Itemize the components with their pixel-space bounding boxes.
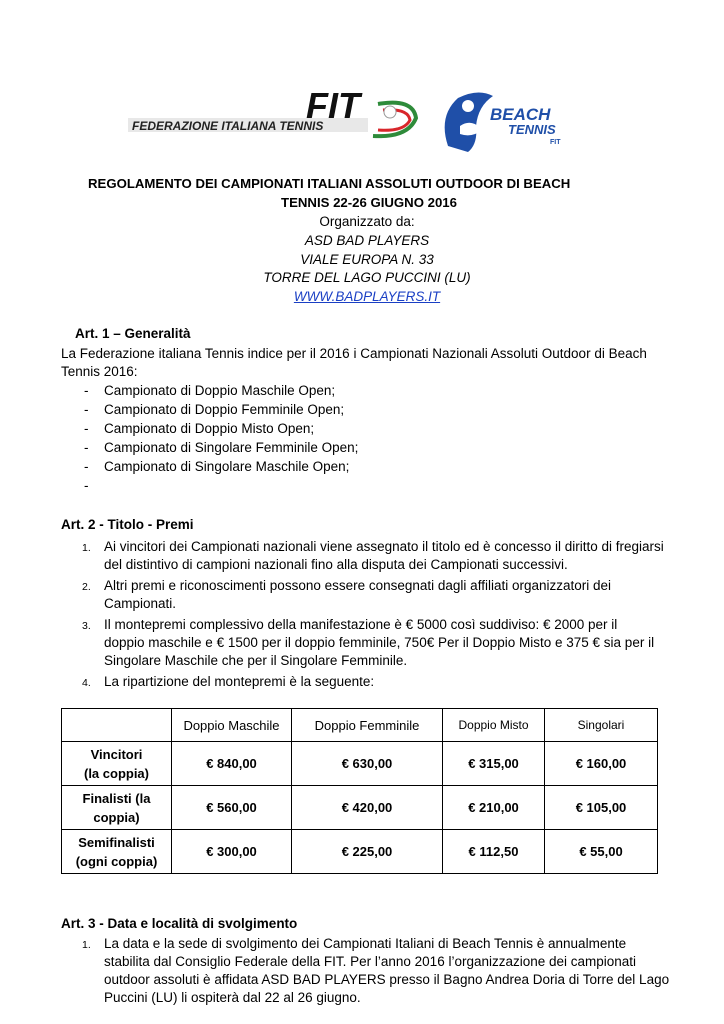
table-cell: € 560,00 (172, 786, 292, 830)
table-cell: € 630,00 (292, 742, 443, 786)
art2-numbered-list (82, 538, 682, 691)
document-title-line2: TENNIS 22-26 GIUGNO 2016 (281, 195, 457, 210)
list-item: 1. La data e la sede di svolgimento dei Campionati Italiani di Beach Tennis è annualmente stabilita dal Consiglio Federale della FIT. Per l’anno 2016 l’organizzazione dei campionati outdoor assoluti è affidata ASD BAD PLAYERS presso il Bagno Andrea Doria di Torre del Lago Puccini (LU) li ospiterà dal 22 al 26 giugno. (82, 936, 670, 1005)
art2-heading: Art. 2 - Titolo - Premi (61, 517, 194, 532)
table-row (62, 830, 658, 874)
organizer-name: ASD BAD PLAYERS (304, 233, 430, 248)
row-label: Finalisti (la coppia) (62, 786, 172, 830)
list-item: - Campionato di Singolare Femminile Open; (84, 440, 359, 455)
table-cell: € 315,00 (443, 742, 545, 786)
table-cell: € 210,00 (443, 786, 545, 830)
table-header-cell: Doppio Maschile (172, 709, 292, 742)
list-item: 3. Il montepremi complessivo della manifestazione è € 5000 così suddiviso: € 2000 per il doppio maschile e € 1500 per il doppio femminile, 750€ Per il Doppio Misto e 375 € sia per il Singolare Maschile che per il Singolare Femminile. (82, 617, 655, 668)
organized-by: Organizzato da: (319, 214, 415, 229)
table-cell: € 160,00 (545, 742, 658, 786)
table-cell: € 225,00 (292, 830, 443, 874)
table-header-row (62, 709, 658, 742)
fit-logo-subtitle: FEDERAZIONE ITALIANA TENNIS (132, 119, 324, 133)
list-item: 1. Ai vincitori dei Campionati nazionali viene assegnato il titolo ed è concesso il diritto di fregiarsi del distintivo di campioni nazionali fino alla disputa dei Campionati successivi. (82, 539, 664, 572)
fit-small-logo-text: FIT (550, 139, 561, 146)
list-item: - Campionato di Doppio Misto Open; (84, 421, 315, 436)
prize-table (61, 708, 658, 874)
table-cell: € 105,00 (545, 786, 658, 830)
art1-championship-list (84, 381, 359, 495)
table-cell: € 420,00 (292, 786, 443, 830)
list-item: - Campionato di Doppio Femminile Open; (84, 402, 345, 417)
table-row (62, 786, 658, 830)
table-header-cell: Singolari (545, 709, 658, 742)
tennis-logo-text: TENNIS (508, 122, 556, 137)
table-cell: € 112,50 (443, 830, 545, 874)
art3-heading: Art. 3 - Data e località di svolgimento (61, 916, 298, 931)
art3-numbered-list (82, 935, 682, 1007)
table-header-cell (62, 709, 172, 742)
table-header-cell: Doppio Misto (443, 709, 545, 742)
list-item: - Campionato di Singolare Maschile Open; (84, 459, 350, 474)
list-item: - (84, 478, 89, 493)
list-item: 4. La ripartizione del montepremi è la seguente: (82, 674, 375, 689)
art1-intro (61, 345, 681, 380)
table-cell: € 840,00 (172, 742, 292, 786)
beach-tennis-logo (438, 86, 588, 156)
art1-intro-line2: Tennis 2016: (61, 363, 138, 379)
art1-heading: Art. 1 – Generalità (75, 326, 191, 341)
row-label: Semifinalisti (ogni coppia) (62, 830, 172, 874)
table-cell: € 55,00 (545, 830, 658, 874)
list-item: - Campionato di Doppio Maschile Open; (84, 383, 336, 398)
fit-logo-text: FIT (306, 88, 360, 126)
beach-logo-text: BEACH (490, 105, 551, 124)
organizer-website-link[interactable]: WWW.BADPLAYERS.IT (293, 289, 441, 304)
row-label: Vincitori (la coppia) (62, 742, 172, 786)
organizer-address: VIALE EUROPA N. 33 (300, 252, 434, 267)
table-header-cell: Doppio Femminile (292, 709, 443, 742)
table-row (62, 742, 658, 786)
table-cell: € 300,00 (172, 830, 292, 874)
list-item: 2. Altri premi e riconoscimenti possono essere consegnati dagli affiliati organizzatori dei Campionati. (82, 578, 612, 611)
document-title-line1: REGOLAMENTO DEI CAMPIONATI ITALIANI ASSOLUTI OUTDOOR DI BEACH (88, 176, 571, 191)
art1-intro-line1: La Federazione italiana Tennis indice per il 2016 i Campionati Nazionali Assoluti Outdoor di Beach (61, 346, 647, 361)
organizer-city: TORRE DEL LAGO PUCCINI (LU) (263, 270, 471, 285)
fit-logo (128, 88, 420, 148)
